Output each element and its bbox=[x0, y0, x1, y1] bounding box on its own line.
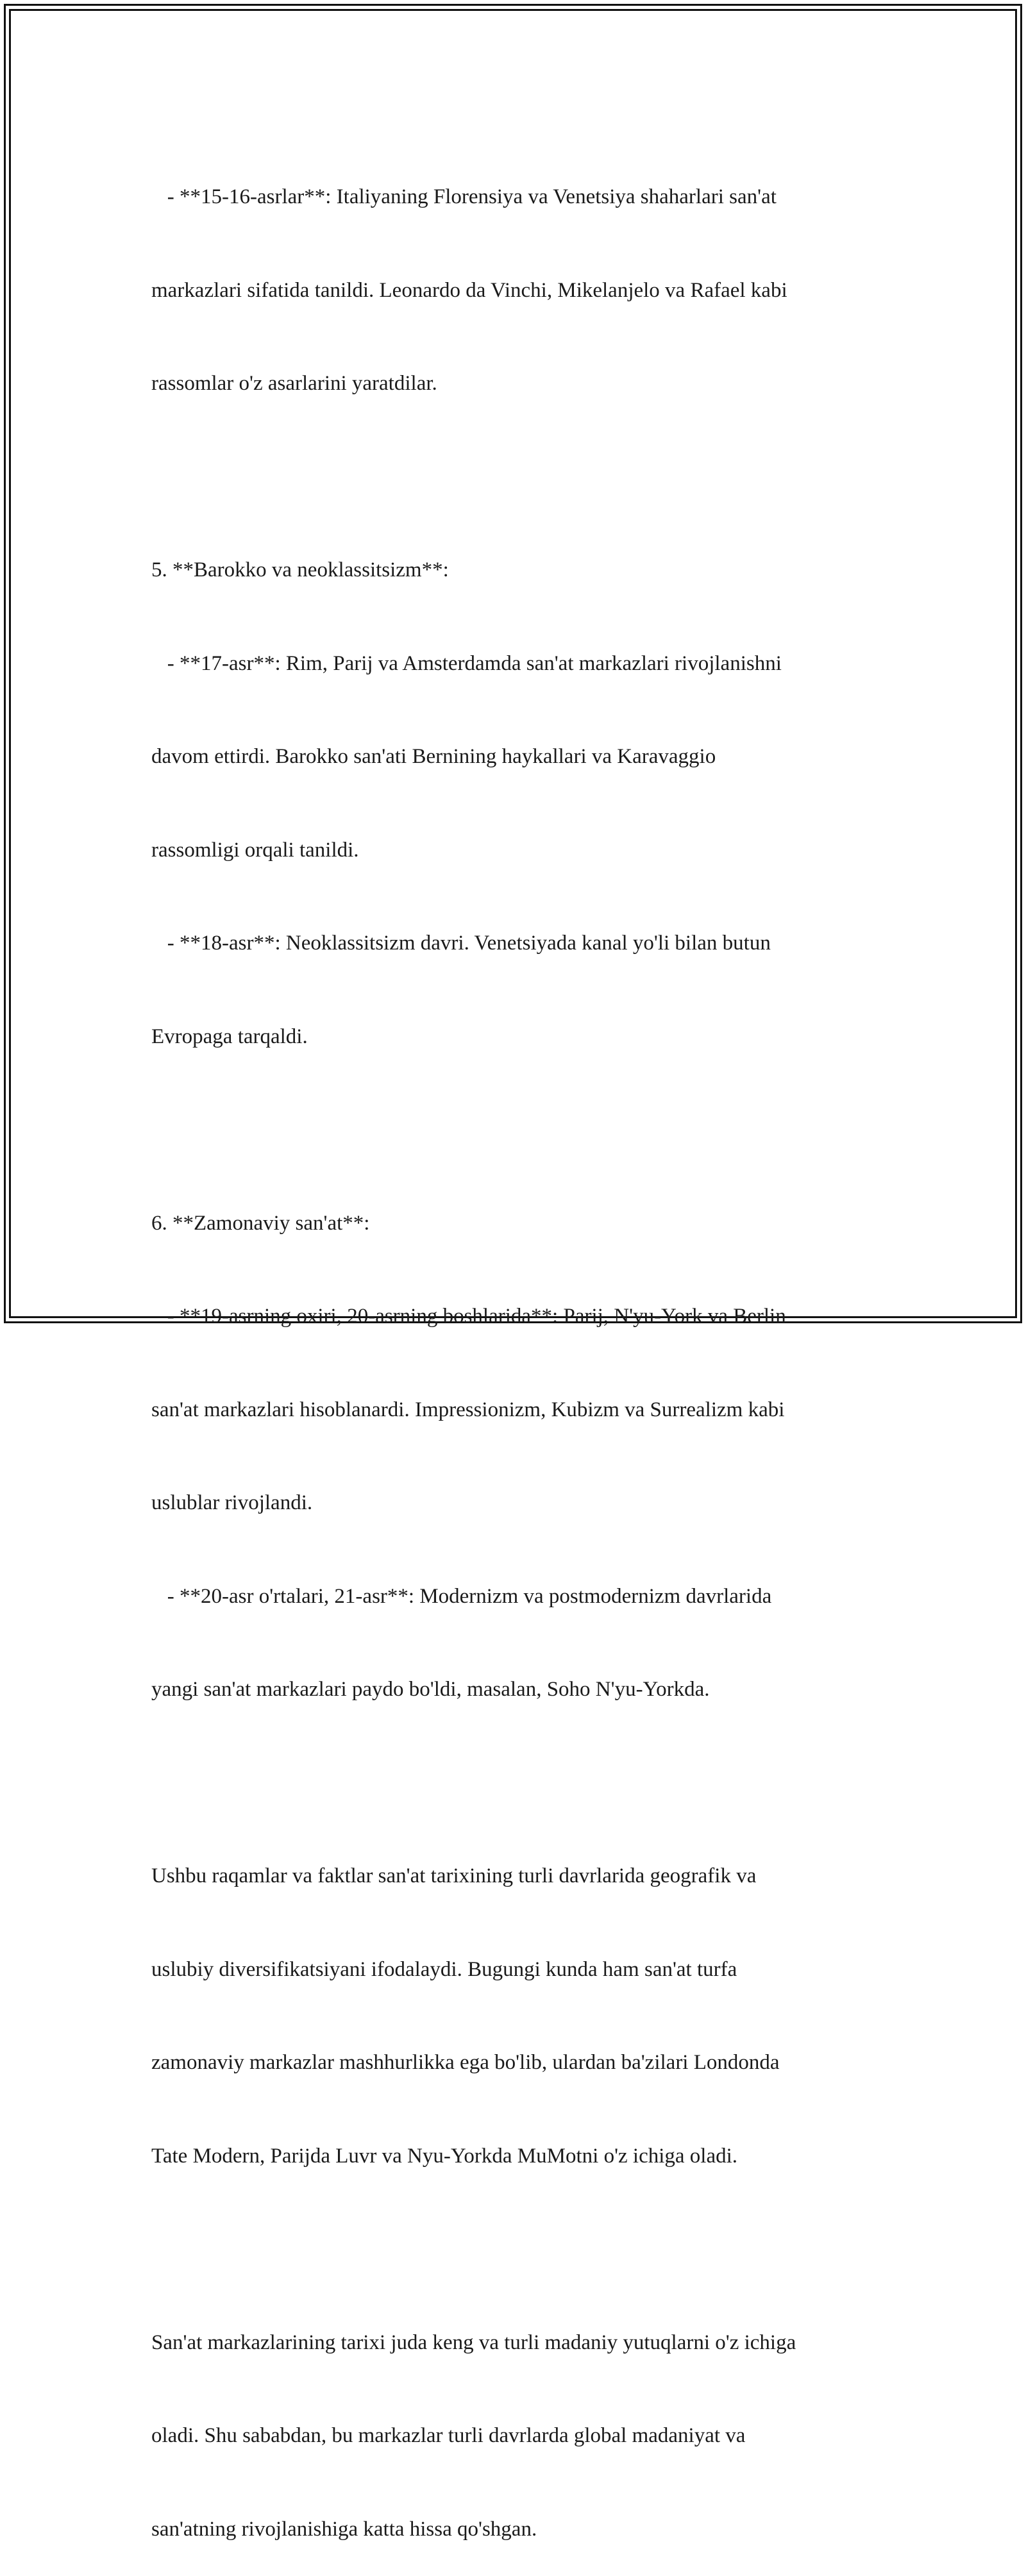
text-line: uslublar rivojlandi. bbox=[151, 1491, 313, 1514]
text-line: markazlari sifatida tanildi. Leonardo da Vinchi, Mikelanjelo va Rafael kabi bbox=[151, 278, 787, 302]
section-heading: 5. **Barokko va neoklassitsizm**: bbox=[151, 558, 449, 581]
text-line: San'at markazlarining tarixi juda keng va turli madaniy yutuqlarni o'z ichiga bbox=[151, 2330, 796, 2354]
text-line: - **19-asrning oxiri, 20-asrning boshlarida**: Parij, N'yu-York va Berlin bbox=[151, 1305, 786, 1328]
text-line: - **17-asr**: Rim, Parij va Amsterdamda san'at markazlari rivojlanishni bbox=[151, 651, 782, 675]
blank-line bbox=[151, 1768, 889, 1799]
document-body bbox=[151, 119, 889, 2576]
text-line: davom ettirdi. Barokko san'ati Bernining haykallari va Karavaggio bbox=[151, 745, 716, 768]
blank-line bbox=[151, 1114, 889, 1146]
text-line: oladi. Shu sababdan, bu markazlar turli davrlarda global madaniyat va bbox=[151, 2424, 746, 2447]
blank-line bbox=[151, 462, 889, 493]
text-line: rassomligi orqali tanildi. bbox=[151, 838, 359, 862]
text-line: yangi san'at markazlari paydo bo'ldi, masalan, Soho N'yu-Yorkda. bbox=[151, 1678, 710, 1701]
text-line: - **15-16-asrlar**: Italiyaning Florensiya va Venetsiya shaharlari san'at bbox=[151, 185, 777, 208]
text-line: zamonaviy markazlar mashhurlikka ega bo'lib, ulardan ba'zilari Londonda bbox=[151, 2051, 780, 2074]
blank-line bbox=[151, 2234, 889, 2265]
section-heading: 6. **Zamonaviy san'at**: bbox=[151, 1211, 370, 1235]
text-line: - **20-asr o'rtalari, 21-asr**: Modernizm va postmodernizm davrlarida bbox=[151, 1584, 772, 1608]
text-line: Evropaga tarqaldi. bbox=[151, 1025, 308, 1048]
text-line: Tate Modern, Parijda Luvr va Nyu-Yorkda MuMotni o'z ichiga oladi. bbox=[151, 2144, 738, 2168]
text-line: san'at markazlari hisoblanardi. Impressionizm, Kubizm va Surrealizm kabi bbox=[151, 1398, 785, 1421]
text-line: - **18-asr**: Neoklassitsizm davri. Venetsiyada kanal yo'li bilan butun bbox=[151, 932, 771, 955]
text-line: Ushbu raqamlar va faktlar san'at tarixining turli davrlarida geografik va bbox=[151, 1864, 757, 1887]
text-line: uslubiy diversifikatsiyani ifodalaydi. Bugungi kunda ham san'at turfa bbox=[151, 1957, 737, 1981]
text-line: rassomlar o'z asarlarini yaratdilar. bbox=[151, 372, 437, 395]
text-line: san'atning rivojlanishiga katta hissa qo'shgan. bbox=[151, 2517, 537, 2541]
